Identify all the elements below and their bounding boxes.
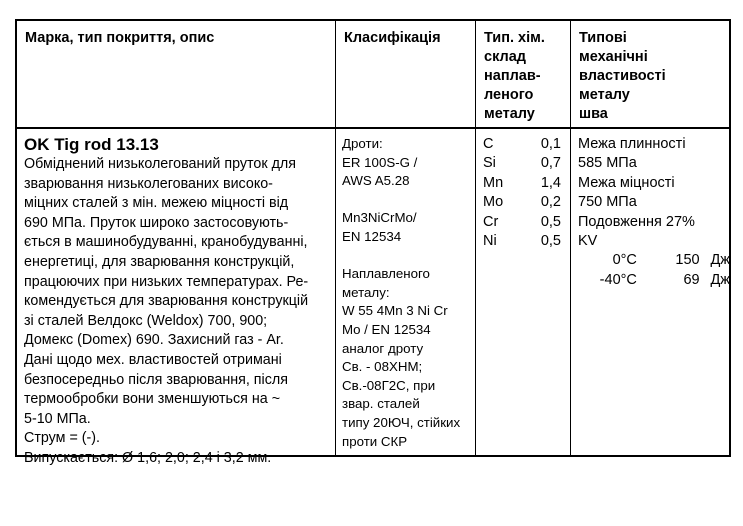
description-line: термообробки вони зменшуються на ~ bbox=[24, 391, 281, 408]
impact-temperature: 0°C bbox=[612, 252, 637, 269]
yield-value: 585 МПа bbox=[578, 155, 637, 172]
header-chemistry bbox=[484, 29, 568, 124]
classification-cell bbox=[342, 135, 474, 451]
impact-unit: Дж bbox=[710, 271, 731, 288]
header-chemistry-line: склад bbox=[484, 49, 526, 65]
tensile-label: Межа міцності bbox=[578, 174, 675, 191]
column-divider bbox=[570, 21, 571, 455]
chemistry-row bbox=[483, 174, 567, 193]
header-divider bbox=[17, 127, 729, 129]
classification-line: звар. сталей bbox=[342, 396, 420, 412]
description-line: комендується для зварювання конструкцій bbox=[24, 293, 309, 310]
header-chemistry-line: леного bbox=[484, 87, 534, 103]
header-mechanical-line: механічні bbox=[579, 49, 648, 65]
classification-line: W 55 4Mn 3 Ni Cr bbox=[342, 303, 448, 319]
header-classification: Класифікація bbox=[344, 30, 441, 46]
description-line: Струм = (-). bbox=[24, 430, 101, 447]
description-line: Домекс (Domex) 690. Захисний газ - Ar. bbox=[24, 332, 284, 349]
classification-line bbox=[342, 247, 474, 266]
element-content: 0,7 bbox=[540, 155, 561, 172]
mechanical-cell bbox=[578, 135, 730, 290]
header-chemistry-line: Тип. хім. bbox=[484, 30, 545, 46]
header-chemistry-line: наплав- bbox=[484, 68, 541, 84]
chemistry-row bbox=[483, 135, 567, 154]
element-content: 0,5 bbox=[540, 232, 561, 249]
element-content: 0,5 bbox=[540, 213, 561, 230]
data-table bbox=[15, 19, 731, 466]
description-line: Дані щодо мех. властивостей отримані bbox=[24, 351, 282, 368]
element-symbol: Si bbox=[483, 155, 496, 172]
description-line: 690 МПа. Пруток широко застосовують- bbox=[24, 214, 289, 231]
element-symbol: Mo bbox=[483, 194, 504, 211]
element-symbol: Ni bbox=[483, 232, 497, 249]
impact-unit: Дж bbox=[710, 252, 731, 269]
description-line: енергетиці, для зварювання конструкцій, bbox=[24, 253, 295, 270]
header-mechanical-line: властивості bbox=[579, 68, 666, 84]
header-brand: Марка, тип покриття, опис bbox=[25, 30, 215, 46]
header-chemistry-line: металу bbox=[484, 106, 535, 122]
header-mechanical-line: шва bbox=[579, 106, 608, 122]
impact-value: 69 bbox=[683, 271, 700, 288]
classification-line: ER 100S-G / bbox=[342, 154, 418, 170]
header-mechanical bbox=[579, 29, 729, 124]
classification-line: типу 20ЮЧ, стійких bbox=[342, 414, 461, 430]
element-content: 0,2 bbox=[540, 194, 561, 211]
chemistry-cell bbox=[483, 135, 567, 251]
description-line: зварювання низьколегованих високо- bbox=[24, 175, 273, 192]
product-cell bbox=[24, 135, 333, 469]
description-line: Випускається: Ø 1,6; 2,0; 2,4 і 3,2 мм. bbox=[24, 449, 272, 466]
chemistry-row bbox=[483, 154, 567, 173]
description-line: безпосередньо після зварювання, після bbox=[24, 371, 288, 388]
element-content: 0,1 bbox=[540, 136, 561, 152]
element-content: 1,4 bbox=[540, 174, 561, 191]
description-line: ється в машинобудуванні, кранобудуванні, bbox=[24, 234, 308, 251]
chemistry-row bbox=[483, 232, 567, 251]
elongation: Подовження 27% bbox=[578, 213, 695, 230]
classification-line: AWS A5.28 bbox=[342, 173, 410, 189]
element-symbol: Cr bbox=[483, 213, 499, 230]
description-line: 5-10 МПа. bbox=[24, 410, 91, 427]
column-divider bbox=[335, 21, 336, 455]
description-line: Обміднений низьколегований пруток для bbox=[24, 156, 297, 172]
impact-value: 150 bbox=[675, 252, 700, 269]
element-symbol: Mn bbox=[483, 174, 504, 191]
impact-row bbox=[578, 251, 730, 270]
header-mechanical-line: Типові bbox=[579, 30, 627, 46]
impact-row bbox=[578, 271, 730, 290]
classification-line: Дроти: bbox=[342, 136, 383, 151]
impact-table bbox=[578, 251, 730, 290]
classification-line: Св.-08Г2С, при bbox=[342, 377, 436, 393]
chemistry-row bbox=[483, 193, 567, 212]
classification-line: Mo / EN 12534 bbox=[342, 321, 431, 337]
classification-line: EN 12534 bbox=[342, 228, 402, 244]
classification-line bbox=[342, 191, 474, 210]
description-line: міцних сталей з мін. межею міцності від bbox=[24, 195, 289, 212]
chemistry-row bbox=[483, 213, 567, 232]
column-divider bbox=[475, 21, 476, 455]
classification-line: Наплавленого bbox=[342, 266, 430, 282]
element-symbol: C bbox=[483, 136, 494, 152]
impact-label: KV bbox=[578, 233, 598, 250]
description-line: зі сталей Велдокс (Weldox) 700, 900; bbox=[24, 312, 268, 329]
yield-label: Межа плинності bbox=[578, 136, 686, 152]
header-mechanical-line: металу bbox=[579, 87, 630, 103]
classification-line: проти СКР bbox=[342, 433, 408, 449]
classification-line: металу: bbox=[342, 284, 390, 300]
classification-line: Mn3NiCrMo/ bbox=[342, 210, 417, 226]
tensile-value: 750 МПа bbox=[578, 194, 637, 211]
description-line: працюючих при низьких температурах. Ре- bbox=[24, 273, 309, 290]
product-name: OK Tig rod 13.13 bbox=[24, 135, 159, 154]
product-description bbox=[24, 155, 333, 469]
impact-temperature: -40°C bbox=[599, 271, 637, 288]
classification-line: аналог дроту bbox=[342, 340, 424, 356]
classification-line: Св. - 08ХНМ; bbox=[342, 359, 423, 375]
